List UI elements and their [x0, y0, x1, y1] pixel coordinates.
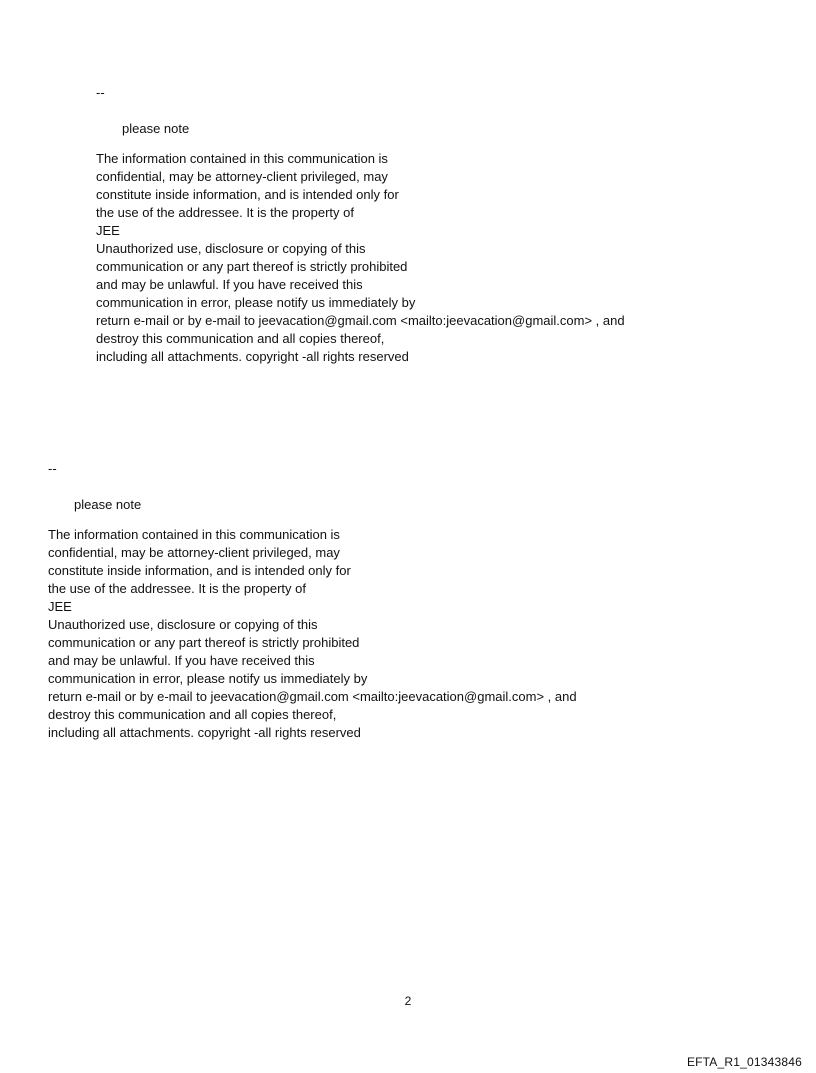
disclaimer-line: destroy this communication and all copies thereof, [48, 707, 337, 722]
disclaimer-body [48, 526, 577, 742]
disclaimer-line: communication or any part thereof is strictly prohibited [48, 635, 360, 650]
disclaimer-line: communication or any part thereof is strictly prohibited [96, 259, 408, 274]
disclaimer-line: constitute inside information, and is intended only for [96, 187, 399, 202]
disclaimer-block-1 [96, 84, 625, 366]
separator: -- [96, 85, 105, 100]
disclaimer-line: The information contained in this communication is [96, 151, 388, 166]
document-id: EFTA_R1_01343846 [686, 1055, 802, 1069]
disclaimer-body [96, 150, 625, 366]
disclaimer-line: constitute inside information, and is intended only for [48, 563, 351, 578]
disclaimer-line: including all attachments. copyright -all rights reserved [48, 725, 361, 740]
disclaimer-line: JEE [96, 223, 120, 238]
please-note-heading: please note [74, 497, 142, 512]
disclaimer-line: communication in error, please notify us immediately by [96, 295, 416, 310]
please-note-heading: please note [122, 121, 190, 136]
disclaimer-line: destroy this communication and all copies thereof, [96, 331, 385, 346]
disclaimer-line-email: return e-mail or by e-mail to jeevacation@gmail.com <mailto:jeevacation@gmail.com> , and [96, 313, 625, 328]
disclaimer-line: communication in error, please notify us immediately by [48, 671, 368, 686]
disclaimer-line: The information contained in this communication is [48, 527, 340, 542]
disclaimer-block-2 [48, 460, 577, 742]
disclaimer-line: the use of the addressee. It is the property of [96, 205, 354, 220]
disclaimer-line: Unauthorized use, disclosure or copying of this [96, 241, 366, 256]
disclaimer-line-email: return e-mail or by e-mail to jeevacation@gmail.com <mailto:jeevacation@gmail.com> , and [48, 689, 577, 704]
separator: -- [48, 461, 57, 476]
disclaimer-line: Unauthorized use, disclosure or copying of this [48, 617, 318, 632]
disclaimer-line: the use of the addressee. It is the property of [48, 581, 306, 596]
disclaimer-line: confidential, may be attorney-client privileged, may [96, 169, 388, 184]
disclaimer-line: JEE [48, 599, 72, 614]
disclaimer-line: and may be unlawful. If you have received this [96, 277, 363, 292]
disclaimer-line: and may be unlawful. If you have received this [48, 653, 315, 668]
page-number: 2 [404, 994, 412, 1008]
disclaimer-line: confidential, may be attorney-client privileged, may [48, 545, 340, 560]
disclaimer-line: including all attachments. copyright -all rights reserved [96, 349, 409, 364]
